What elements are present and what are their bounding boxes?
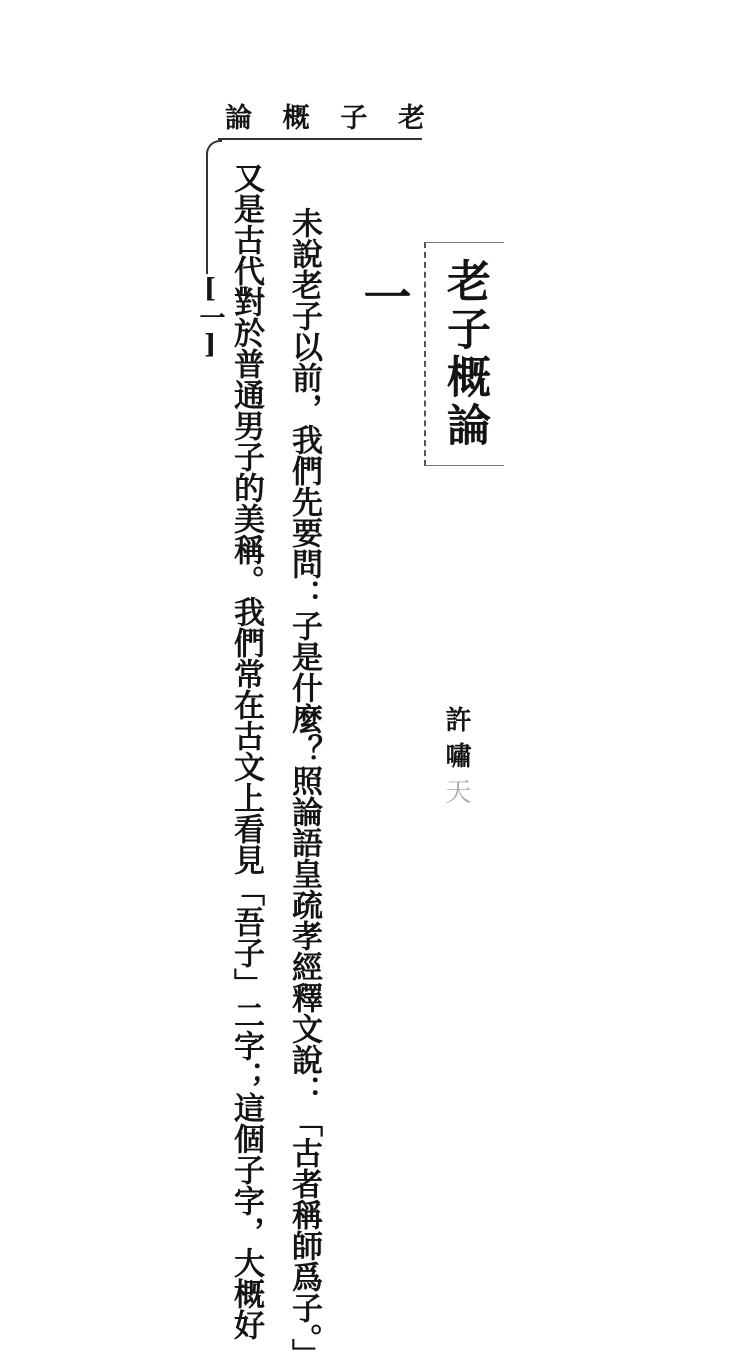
- author-name-text: 許嘯: [441, 706, 471, 778]
- section-numeral: 一: [355, 272, 411, 320]
- header-rule: [218, 138, 422, 140]
- body-column-1: 未說老子以前，我們先要問：子是什麼？照論語皇疏孝經釋文說：「古者稱師爲子。」: [286, 207, 322, 1370]
- header-bracket: [206, 140, 222, 274]
- body-column-2: 又是古代對於普通男子的美稱。我們常在古文上看見「吾子」二字；這個子字，大概好: [228, 162, 264, 1340]
- header-char: 老: [397, 103, 425, 134]
- author-suffix: 天: [441, 778, 471, 814]
- author-name: [441, 706, 471, 814]
- book-title: 老子概論: [439, 258, 490, 450]
- header-char: 概: [282, 103, 310, 134]
- header-char: 論: [225, 103, 252, 134]
- page-number: [一]: [195, 274, 225, 360]
- header-char: 子: [340, 103, 368, 134]
- running-header: [225, 96, 425, 135]
